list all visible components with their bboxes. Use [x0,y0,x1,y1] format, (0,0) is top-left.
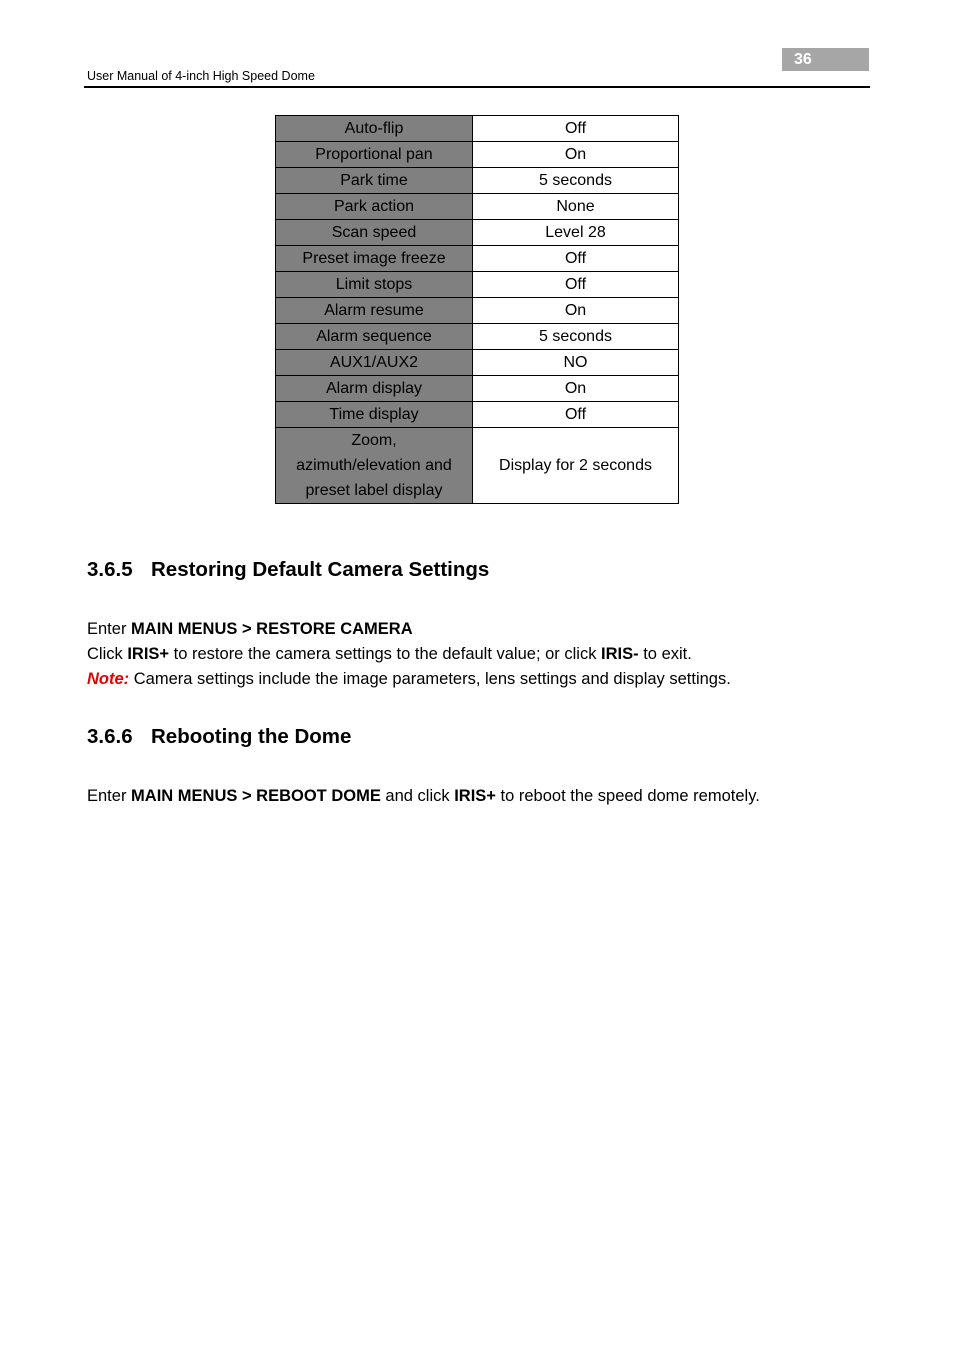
table-row [276,298,679,324]
setting-name-cell: Alarm resume [276,298,473,324]
iris-plus-key: IRIS+ [127,645,170,663]
section-title: Restoring Default Camera Settings [151,558,490,581]
text: to reboot the speed dome remotely. [495,787,760,805]
section-number: 3.6.5 [87,558,133,581]
setting-value-cell: Level 28 [473,220,679,246]
section-heading-3-6-6 [87,725,351,749]
running-header-title: User Manual of 4-inch High Speed Dome [87,69,315,83]
table-row [276,376,679,402]
setting-value-cell: On [473,298,679,324]
table-row [276,402,679,428]
setting-value-cell: 5 seconds [473,324,679,350]
text: Enter [87,787,132,805]
setting-name-cell: AUX1/AUX2 [276,350,473,376]
restore-menu-path [87,620,413,639]
table-row [276,116,679,142]
text: and click [380,787,455,805]
section-title: Rebooting the Dome [151,725,352,748]
table-row [276,324,679,350]
table-row [276,350,679,376]
setting-name-cell: Alarm display [276,376,473,402]
menu-path: MAIN MENUS > REBOOT DOME [131,787,381,805]
menu-path: MAIN MENUS > RESTORE CAMERA [131,620,413,638]
table-row [276,220,679,246]
page-number-badge [782,48,869,71]
settings-table-body [276,116,679,504]
setting-name-cell: Time display [276,402,473,428]
setting-value-cell: 5 seconds [473,168,679,194]
reboot-instruction [87,787,760,806]
setting-value-cell: Off [473,116,679,142]
setting-value-cell: On [473,376,679,402]
text: to exit. [638,645,692,663]
table-row [276,272,679,298]
setting-value-cell: None [473,194,679,220]
restore-note [87,670,731,689]
setting-name-line: Zoom, [351,432,397,449]
header-divider [84,86,870,88]
table-row [276,194,679,220]
setting-name-cell: Scan speed [276,220,473,246]
setting-value-cell: NO [473,350,679,376]
setting-value-cell: Off [473,272,679,298]
setting-name-cell: Limit stops [276,272,473,298]
setting-name-cell: Auto-flip [276,116,473,142]
table-row [276,428,679,504]
setting-name-cell: Park action [276,194,473,220]
table-row [276,168,679,194]
text: Enter [87,620,132,638]
table-row [276,246,679,272]
note-text: Camera settings include the image parameters, lens settings and display settings. [129,670,731,688]
table-row [276,142,679,168]
setting-name-cell: Proportional pan [276,142,473,168]
setting-name-cell [276,428,473,504]
section-number: 3.6.6 [87,725,133,748]
note-label: Note: [87,670,130,688]
setting-name-line: azimuth/elevation and [296,457,452,474]
setting-value-cell: Off [473,246,679,272]
setting-value-cell: Off [473,402,679,428]
section-heading-3-6-5 [87,558,489,582]
text: Click [87,645,128,663]
setting-value-cell: Display for 2 seconds [473,428,679,504]
iris-minus-key: IRIS- [601,645,639,663]
setting-name-cell: Preset image freeze [276,246,473,272]
setting-name-line: preset label display [305,482,443,499]
default-settings-table [275,115,679,504]
setting-name-cell: Alarm sequence [276,324,473,350]
setting-name-cell: Park time [276,168,473,194]
page-number: 36 [794,51,812,68]
setting-value-cell: On [473,142,679,168]
text: to restore the camera settings to the default value; or click [169,645,602,663]
iris-plus-key: IRIS+ [454,787,496,805]
restore-instruction [87,645,692,664]
